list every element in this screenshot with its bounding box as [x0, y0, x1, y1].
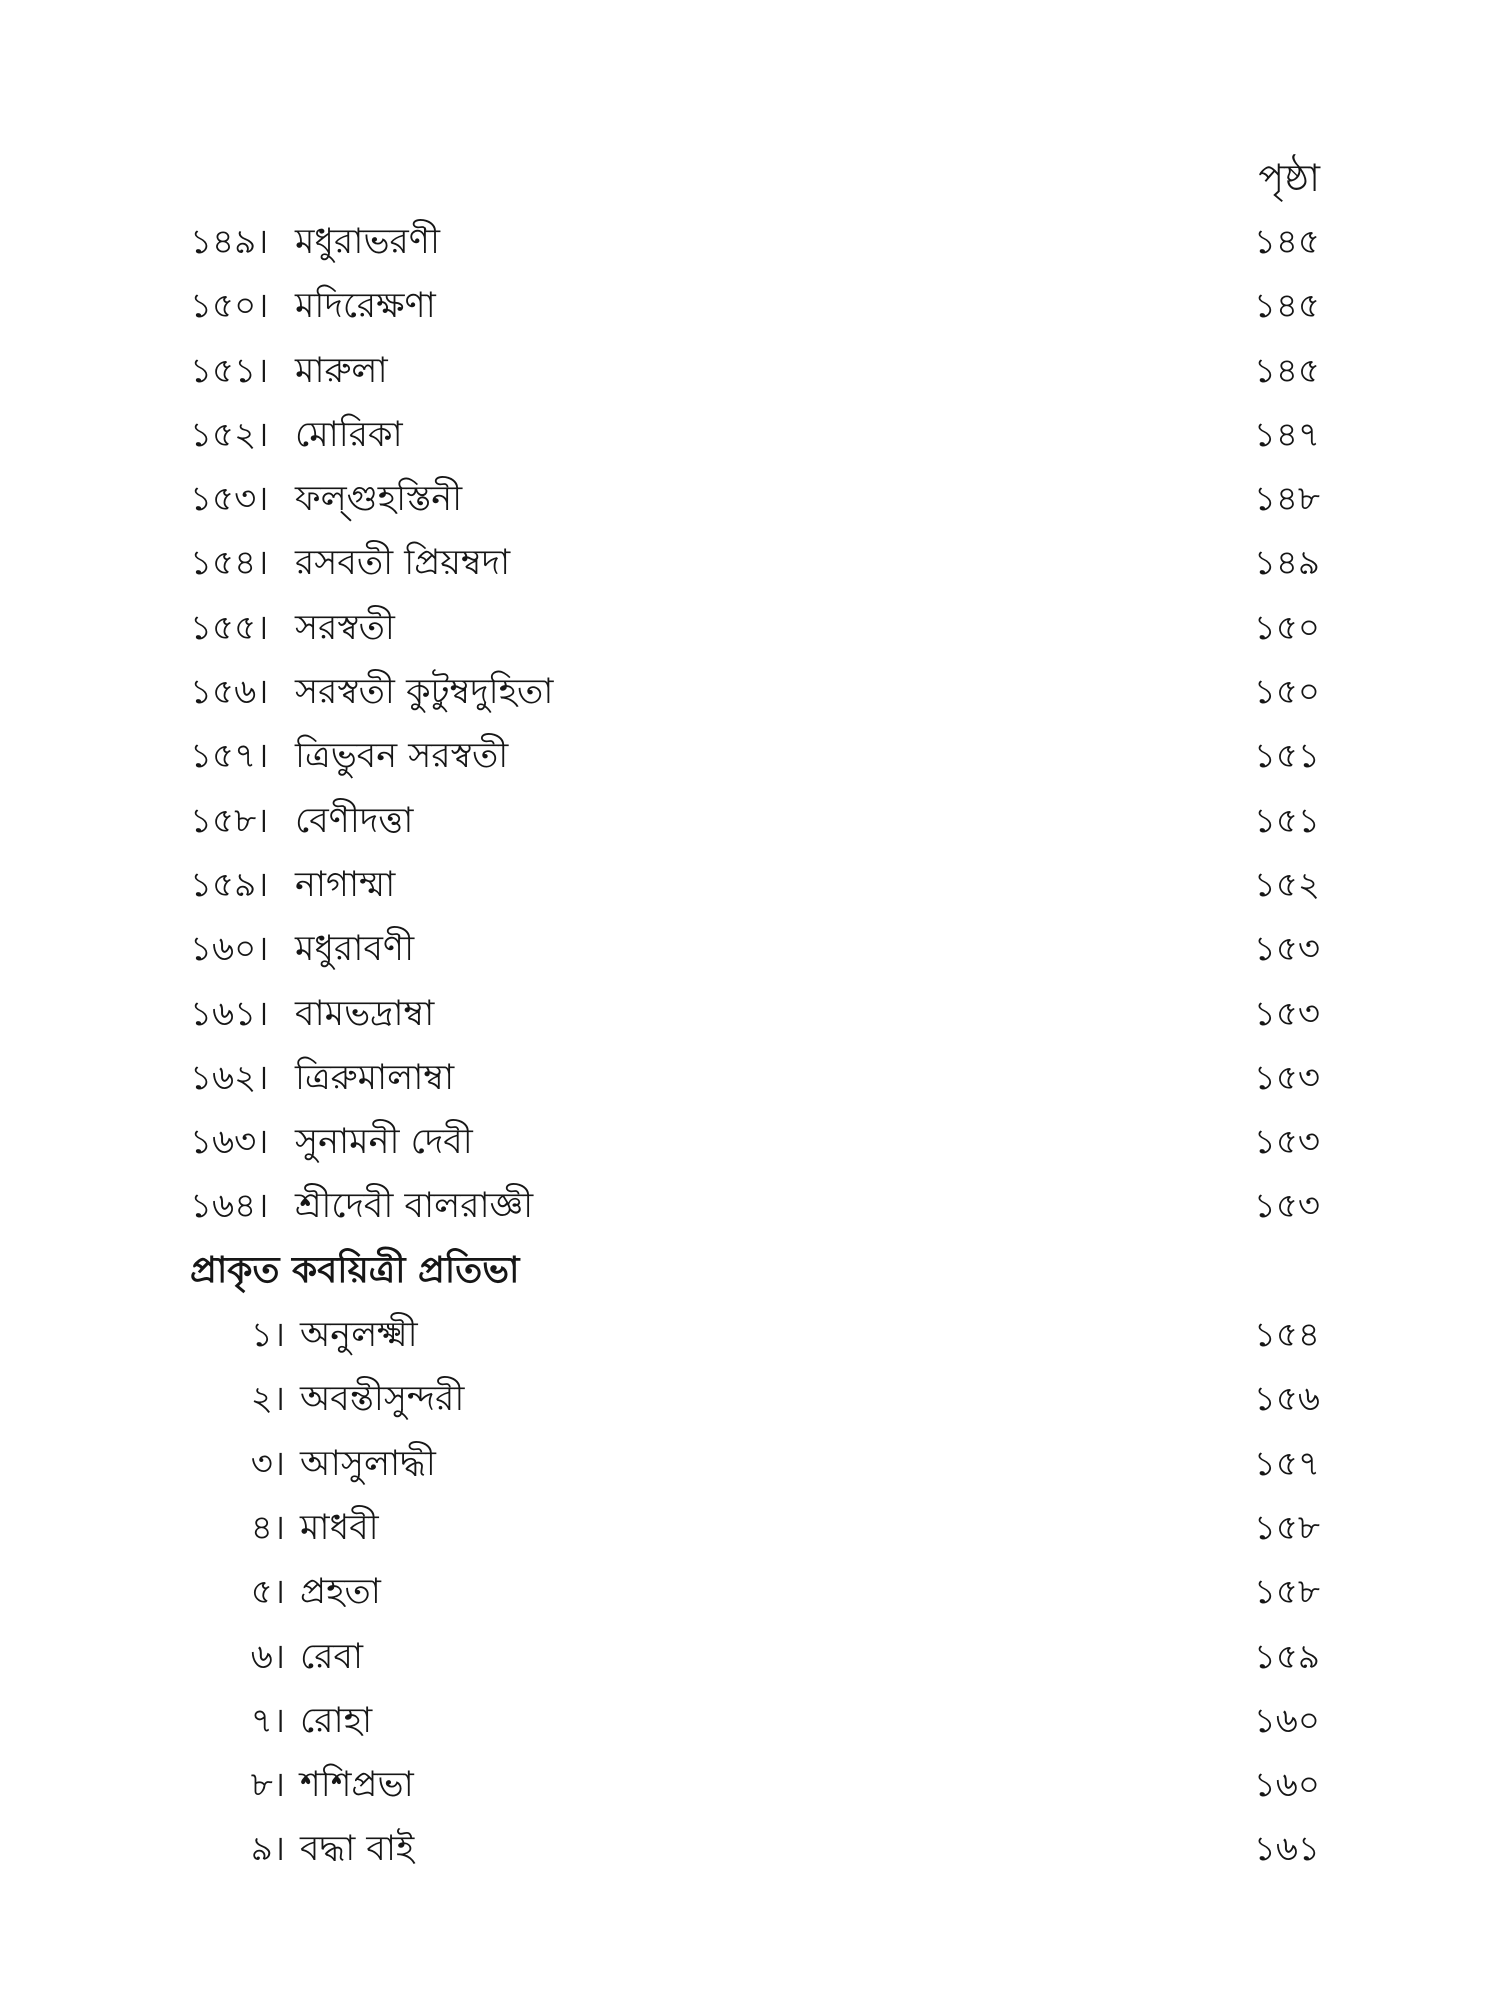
entry-title: রসবতী প্রিয়ম্বদা [295, 543, 511, 584]
entry-title: মোরিকা [295, 414, 403, 455]
entry-page-number: ১৪৭ [1253, 414, 1320, 455]
entry-number: ১৫৪। [190, 543, 269, 584]
page-column-label: পৃষ্ঠা [1258, 156, 1320, 200]
entry-title: আসুলাদ্ধী [300, 1443, 436, 1484]
entry-title: সরস্বতী কুটুম্বদুহিতা [295, 672, 554, 713]
toc-row [190, 1432, 1320, 1496]
entry-page-number: ১৪৯ [1253, 543, 1320, 584]
entry-page-number: ১৫৬ [1253, 1379, 1320, 1420]
toc-row [190, 274, 1320, 338]
entry-title: রোহা [300, 1700, 373, 1741]
section-heading-row [190, 1239, 1320, 1303]
toc-row [190, 1689, 1320, 1753]
toc-row [190, 467, 1320, 531]
entry-number: ১৬১। [190, 993, 269, 1034]
entry-page-number: ১৪৮ [1253, 479, 1320, 520]
entry-title: রেবা [300, 1636, 364, 1677]
entry-page-number: ১৫১ [1253, 736, 1320, 777]
entry-number: ১৬০। [190, 929, 269, 970]
entry-title: নাগাম্মা [295, 864, 396, 905]
toc-row [190, 1496, 1320, 1560]
toc-row [190, 339, 1320, 403]
entry-number: ২। [250, 1379, 285, 1420]
entry-title: অনুলক্ষ্মী [300, 1315, 418, 1356]
entry-page-number: ১৫১ [1253, 800, 1320, 841]
entry-page-number: ১৫৯ [1253, 1636, 1320, 1677]
toc-row [190, 531, 1320, 595]
toc-row [190, 1367, 1320, 1431]
entry-page-number: ১৫৩ [1253, 1186, 1320, 1227]
entry-number: ১৪৯। [190, 222, 269, 262]
toc-row [190, 853, 1320, 917]
entry-title: বদ্ধা বাই [300, 1829, 415, 1870]
entry-number: ৩। [250, 1443, 285, 1484]
entry-number: ১৫৬। [190, 672, 269, 713]
entry-title: শ্রীদেবী বালরাজ্ঞী [295, 1186, 534, 1227]
entry-number: ১৬৩। [190, 1122, 269, 1163]
toc-row [190, 1110, 1320, 1174]
toc-row [190, 982, 1320, 1046]
entry-number: ৮। [250, 1765, 285, 1806]
table-of-contents [190, 210, 1320, 1882]
entry-title: মারুলা [295, 350, 388, 391]
entry-page-number: ১৫৭ [1253, 1443, 1320, 1484]
entry-number: ৯। [250, 1829, 285, 1870]
section-heading: প্রাকৃত কবয়িত্রী প্রতিভা [190, 1249, 520, 1291]
toc-row [190, 1817, 1320, 1881]
entry-page-number: ১৫৩ [1253, 929, 1320, 970]
entry-page-number: ১৬০ [1253, 1765, 1320, 1806]
entry-page-number: ১৪৫ [1253, 286, 1320, 327]
entry-page-number: ১৫৮ [1253, 1572, 1320, 1613]
entry-number: ১৬২। [190, 1057, 269, 1098]
toc-row [190, 917, 1320, 981]
entry-title: মাধবী [300, 1507, 379, 1548]
entry-page-number: ১৬১ [1253, 1829, 1320, 1870]
entry-number: ১। [250, 1315, 285, 1356]
entry-page-number: ১৬০ [1253, 1700, 1320, 1741]
entry-title: মদিরেক্ষণা [295, 286, 436, 327]
entry-number: ১৫৯। [190, 864, 269, 905]
entry-title: ত্রিরুমালাম্বা [295, 1057, 455, 1098]
entry-title: ফল্গুহস্তিনী [295, 479, 463, 520]
toc-row [190, 403, 1320, 467]
entry-page-number: ১৫৮ [1253, 1507, 1320, 1548]
entry-number: ৭। [250, 1700, 285, 1741]
toc-row [190, 660, 1320, 724]
entry-number: ১৫৭। [190, 736, 269, 777]
entry-page-number: ১৪৫ [1253, 222, 1320, 262]
entry-title: সুনামনী দেবী [295, 1122, 473, 1163]
entry-title: বেণীদত্তা [295, 800, 414, 841]
toc-row [190, 1753, 1320, 1817]
entry-number: ১৬৪। [190, 1186, 269, 1227]
entry-title: সরস্বতী [295, 607, 395, 648]
entry-title: মধুরাবণী [295, 929, 415, 970]
entry-number: ৪। [250, 1507, 285, 1548]
toc-row [190, 789, 1320, 853]
entry-number: ১৫৫। [190, 607, 269, 648]
entry-page-number: ১৫৩ [1253, 993, 1320, 1034]
entry-page-number: ১৫৩ [1253, 1057, 1320, 1098]
entry-title: প্রহতা [300, 1572, 381, 1613]
toc-row [190, 1625, 1320, 1689]
entry-number: ১৫৮। [190, 800, 269, 841]
entry-title: অবন্তীসুন্দরী [300, 1379, 465, 1420]
entry-title: শশিপ্রভা [300, 1765, 414, 1806]
entry-page-number: ১৫২ [1253, 864, 1320, 905]
entry-page-number: ১৫০ [1253, 672, 1320, 713]
entry-number: ৫। [250, 1572, 285, 1613]
entry-title: বামভদ্রাম্বা [295, 993, 435, 1034]
entry-number: ১৫১। [190, 350, 269, 391]
entry-number: ১৫২। [190, 414, 269, 455]
entry-title: ত্রিভুবন সরস্বতী [295, 736, 509, 777]
toc-row [190, 1560, 1320, 1624]
toc-row [190, 1046, 1320, 1110]
entry-page-number: ১৫৪ [1253, 1315, 1320, 1356]
entry-page-number: ১৫০ [1253, 607, 1320, 648]
entry-page-number: ১৫৩ [1253, 1122, 1320, 1163]
toc-row [190, 724, 1320, 788]
entry-title: মধুরাভরণী [295, 222, 440, 262]
entry-number: ১৫০। [190, 286, 269, 327]
entry-number: ১৫৩। [190, 479, 269, 520]
toc-row [190, 1174, 1320, 1238]
toc-row [190, 1303, 1320, 1367]
toc-row [190, 210, 1320, 274]
toc-row [190, 596, 1320, 660]
entry-page-number: ১৪৫ [1253, 350, 1320, 391]
entry-number: ৬। [250, 1636, 285, 1677]
